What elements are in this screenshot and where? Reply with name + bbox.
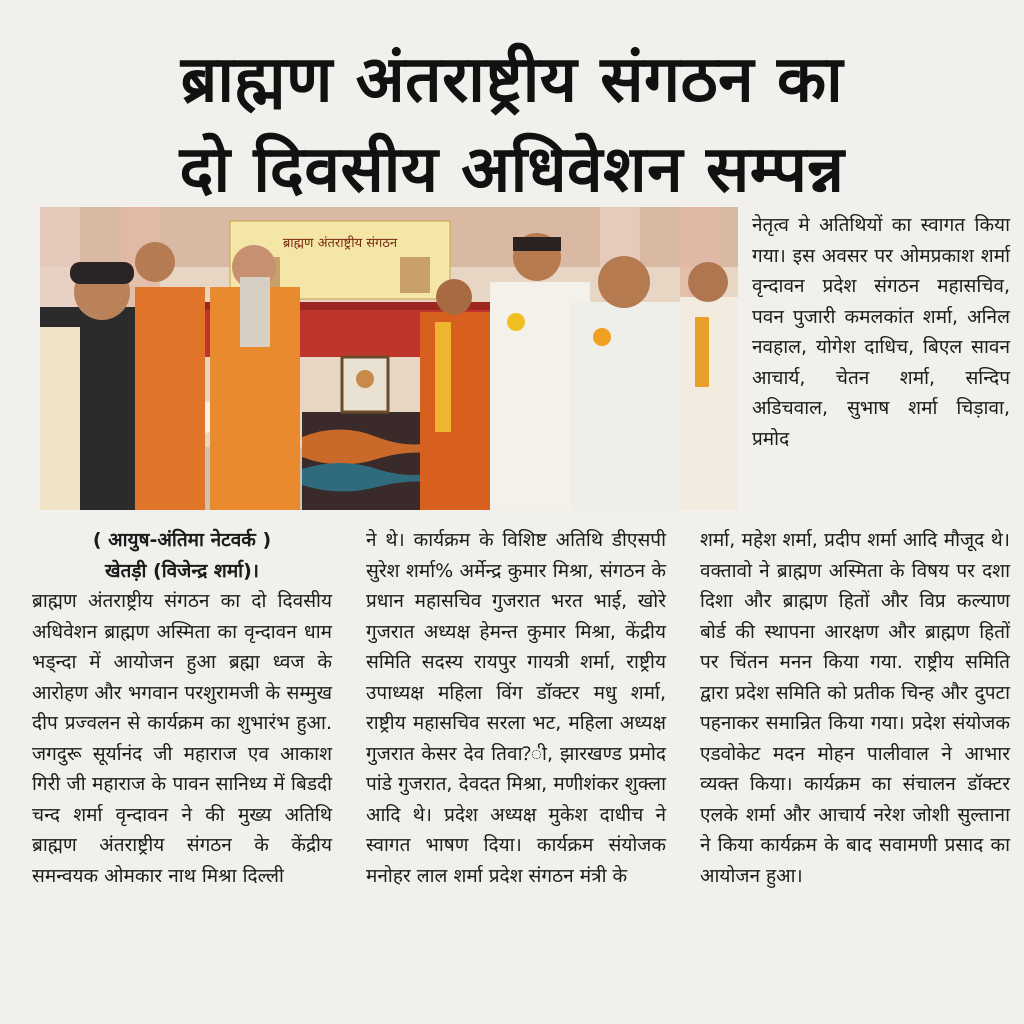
- event-photo: [40, 207, 738, 510]
- headline-line-1: ब्राह्मण अंतराष्ट्रीय संगठन का: [180, 43, 844, 118]
- article-column-3: [700, 525, 1010, 891]
- headline-line-2: दो दिवसीय अधिवेशन सम्पन्न: [179, 133, 845, 208]
- article-text: ने थे। कार्यक्रम के विशिष्ट अतिथि डीएसपी सुरेश शर्मा% अर्मेन्द्र कुमार मिश्रा, संगठन के प्रधान महासचिव गुजरात भरत भाई, खोरे गुजरात अध्यक्ष हेमन्त कुमार मिश्रा, केंद्रीय समिति सदस्य रायपुर गायत्री शर्मा, राष्ट्रीय उपाध्यक्ष महिला विंग डॉक्टर मधु शर्मा, राष्ट्रीय महासचिव सरला भट, महिला अध्यक्ष गुजरात केसर देव तिवा?ी, झारखण्ड प्रमोद पांडे गुजरात, देवदत मिश्रा, मणीशंकर शुक्ला आदि थे। प्रदेश अध्यक्ष मुकेश दाधीच ने स्वागत भाषण दिया। कार्यक्रम संयोजक मनोहर लाल शर्मा प्रदेश संगठन मंत्री के: [366, 529, 666, 887]
- article-column-1: [32, 525, 332, 891]
- article-text: ब्राह्मण अंतराष्ट्रीय संगठन का दो दिवसीय अधिवेशन ब्राह्मण अस्मिता का वृन्दावन धाम भड्न्दा में आयोजन हुआ ब्रह्मा ध्वज के आरोहण और भगवान परशुरामजी के सम्मुख दीप प्रज्वलन से कार्यक्रम का शुभारंभ हुआ. जगदुरू सूर्यानंद जी महाराज एव आकाश गिरी जी महाराज के पावन सानिध्य में बिडदी चन्द शर्मा वृन्दावन ने की मुख्य अतिथि ब्राह्मण अंतराष्ट्रीय संगठन के केंद्रीय समन्वयक ओमकार नाथ मिश्रा दिल्ली: [32, 590, 332, 887]
- article-column-2: [366, 525, 666, 891]
- dateline: खेतड़ी (विजेन्द्र शर्मा)।: [104, 559, 259, 582]
- banner-text: ब्राह्मण अंतराष्ट्रीय संगठन: [282, 236, 398, 251]
- network-credit: ( आयुष-अंतिमा नेटवर्क ): [92, 529, 272, 551]
- article-text: नेतृत्व मे अतिथियों का स्वागत किया गया। इस अवसर पर ओमप्रकाश शर्मा वृन्दावन प्रदेश संगठन महासचिव, पवन पुजारी कमलकांत शर्मा, अनिल नवहाल, योगेश दाधिच, बिएल सावन आचार्य, चेतन शर्मा, सन्दिप अडिचवाल, सुभाष शर्मा चिड़ावा, प्रमोद: [752, 214, 1010, 450]
- headline: [0, 35, 1024, 215]
- article-column-right-top: [752, 210, 1010, 454]
- article-text: शर्मा, महेश शर्मा, प्रदीप शर्मा आदि मौजूद थे। वक्तावो ने ब्राह्मण अस्मिता के विषय पर दशा दिशा और ब्राह्मण हितों और विप्र कल्याण बोर्ड की स्थापना आरक्षण और ब्राह्मण हितों पर चिंतन मनन किया गया. राष्ट्रीय समिति द्वारा प्रदेश समिति को प्रतीक चिन्ह और दुपटा पहनाकर समान्रित किया गया। प्रदेश संयोजक एडवोकेट मदन मोहन पालीवाल ने आभार व्यक्त किया। कार्यक्रम का संचालन डॉक्टर एलके शर्मा और आचार्य नरेश जोशी सुल्ताना ने किया कार्यक्रम के बाद सवामणी प्रसाद का आयोजन हुआ।: [700, 529, 1010, 887]
